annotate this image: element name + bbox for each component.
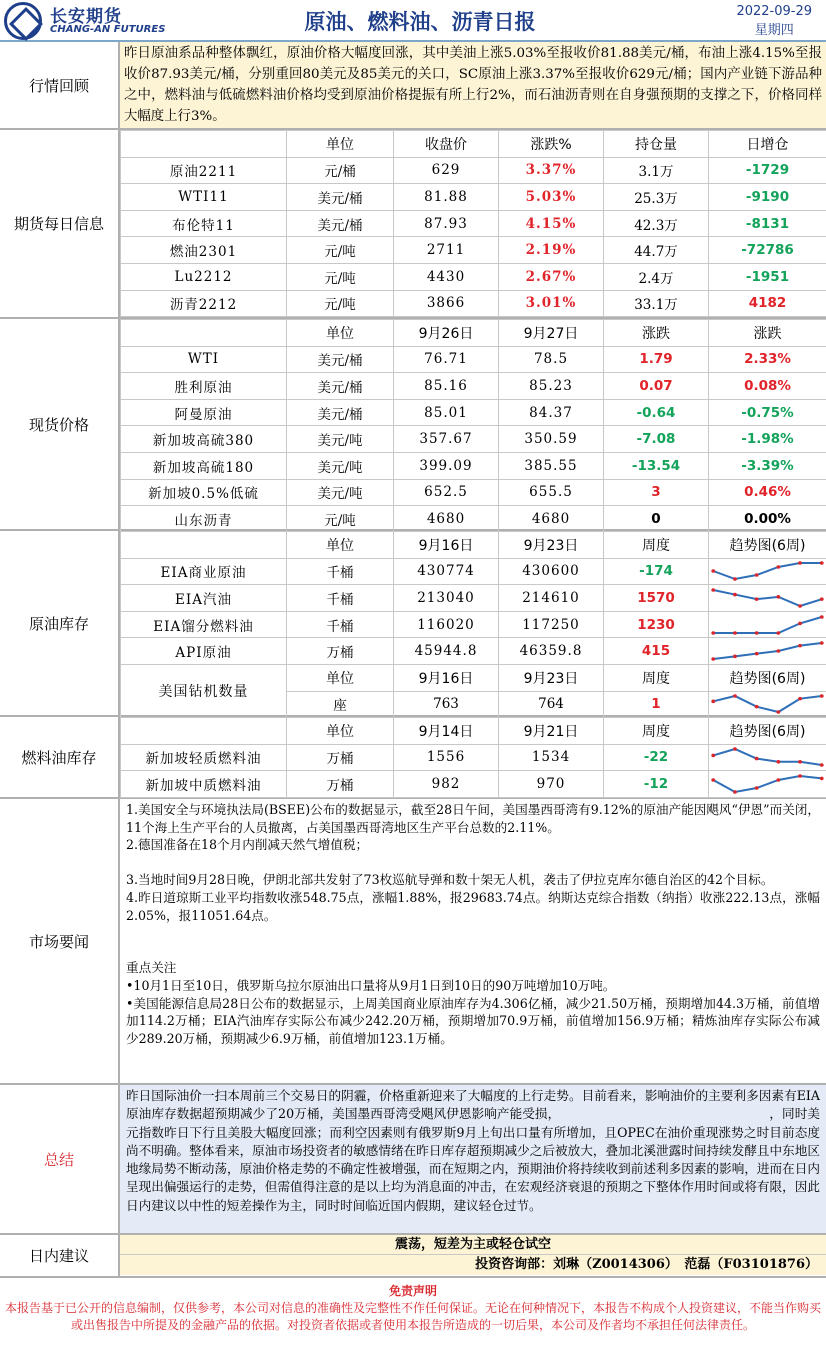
crude-trend-2-point-1	[733, 631, 737, 635]
market-review-text: 昨日原油系品种整体飘红，原油价格大幅度回涨，其中美油上涨5.03%至报收价81.88美元/桶，布油上涨4.15%至报收价87.93美元/桶，分别重回80美元及85美元的关口，SC原油上涨3.37%至报收价629元/桶；国内产业链下游品种之中，燃料油与低硫燃料油价格均受到原油价格提振有所上行2%，而石油沥青则在自身强预期的支撑之下，价格同样大幅度上行3%。	[120, 42, 826, 128]
spot-unit: 美元/桶	[287, 346, 394, 373]
futures-daily-increase: 4182	[709, 290, 826, 317]
crude-inventory-unit: 千桶	[287, 611, 394, 638]
fuel-header-date2: 9月21日	[499, 718, 604, 745]
futures-header-close: 收盘价	[394, 131, 499, 158]
crude-inventory-weekly-change: 1570	[604, 585, 709, 612]
futures-open-interest: 42.3万	[604, 210, 709, 237]
spot-date1-price: 85.16	[394, 373, 499, 400]
fuel-inventory-date1: 982	[394, 771, 499, 798]
fuel-trend-0-point-3	[776, 760, 780, 764]
market-news-item: 重点关注	[126, 960, 177, 976]
rigs-header-trend: 趋势图(6周)	[709, 664, 826, 691]
futures-close-price: 2711	[394, 237, 499, 264]
rigs-trend-svg	[709, 692, 826, 716]
crude-trend-2-point-5	[820, 615, 824, 619]
spot-product-name: 新加坡高硫380	[121, 426, 287, 453]
fuel-inventory-name: 新加坡中质燃料油	[121, 771, 287, 798]
futures-daily-increase: -1729	[709, 157, 826, 184]
futures-daily-increase: -9190	[709, 184, 826, 211]
spot-row	[121, 346, 826, 373]
crude-header-weekly: 周度	[604, 532, 709, 559]
rigs-weekly-change: 1	[604, 691, 709, 718]
rigs-header-weekly: 周度	[604, 664, 709, 691]
spot-product-name: 新加坡高硫180	[121, 452, 287, 479]
crude-inventory-date2: 46359.8	[499, 638, 604, 665]
spot-date1-price: 76.71	[394, 346, 499, 373]
fuel-inventory-date1: 1556	[394, 744, 499, 771]
crude-trend-1-point-0	[711, 588, 715, 592]
futures-unit: 元/桶	[287, 157, 394, 184]
crude-header-unit: 单位	[287, 532, 394, 559]
futures-contract-name: 原油2211	[121, 157, 287, 184]
spot-date2-price: 4680	[499, 506, 604, 533]
fuel-trend-0-point-4	[798, 760, 802, 764]
crude-inventory-row	[121, 585, 826, 612]
summary-section	[0, 1085, 826, 1235]
futures-header-change: 涨跌%	[499, 131, 604, 158]
futures-close-price: 87.93	[394, 210, 499, 237]
spot-date2-price: 85.23	[499, 373, 604, 400]
crude-inventory-date1: 45944.8	[394, 638, 499, 665]
crude-header-row	[121, 532, 826, 559]
crude-trend-1-svg	[709, 586, 826, 610]
advisors-text: 投资咨询部：刘琳（Z0014306） 范磊（F03101876）	[120, 1255, 826, 1275]
spot-change-pct: -1.98%	[709, 426, 826, 453]
report-header	[0, 0, 826, 42]
market-review-label: 行情回顾	[0, 42, 120, 128]
fuel-header-row	[121, 718, 826, 745]
rigs-trend-point-3	[776, 711, 780, 715]
futures-header-open-interest: 持仓量	[604, 131, 709, 158]
crude-trend-3-point-1	[733, 655, 737, 659]
rigs-trend-point-1	[733, 695, 737, 699]
intraday-advice-section	[0, 1235, 826, 1278]
crude-header-name	[121, 532, 287, 559]
crude-trend-0-point-4	[798, 562, 802, 566]
disclaimer-title: 免责声明	[388, 1284, 437, 1298]
fuel-trend-1-point-2	[755, 786, 759, 790]
spot-change-pct: 0.08%	[709, 373, 826, 400]
crude-trend-0-point-0	[711, 570, 715, 574]
crude-trend-3-point-2	[755, 652, 759, 656]
futures-contract-name: Lu2212	[121, 263, 287, 290]
disclaimer-text: 本报告基于已公开的信息编制，仅供参考，本公司对信息的准确性及完整性不作任何保证。无论在何种情况下，本报告不构成个人投资建议，不能当作购买或出售报告中所提及的金融产品的依据。对投资者依据或者使用本报告所造成的一切后果，本公司及作者均不承担任何法律责任。	[4, 1301, 821, 1332]
logo-english-name: CHANG-AN FUTURES	[50, 24, 166, 35]
market-news-item: 3.当地时间9月28日晚，伊朗北部共发射了73枚巡航导弹和数十架无人机，袭击了伊拉克库尔德自治区的42个目标。	[126, 872, 774, 888]
crude-trend-3-point-3	[776, 649, 780, 653]
spot-header-date1: 9月26日	[394, 320, 499, 347]
logo-chinese-name: 长安期货	[50, 7, 122, 27]
rigs-date2-value: 764	[499, 691, 604, 718]
crude-inventory-unit: 千桶	[287, 585, 394, 612]
crude-trend-3-point-4	[798, 644, 802, 648]
futures-row	[121, 210, 826, 237]
crude-inventory-weekly-change: 415	[604, 638, 709, 665]
fuel-header-unit: 单位	[287, 718, 394, 745]
spot-unit: 美元/吨	[287, 479, 394, 506]
futures-change-pct: 3.37%	[499, 157, 604, 184]
fuel-trend-0-point-0	[711, 754, 715, 758]
futures-contract-name: 燃油2301	[121, 237, 287, 264]
spot-label: 现货价格	[0, 319, 120, 529]
fuel-inventory-date2: 970	[499, 771, 604, 798]
fuel-inventory-weekly-change: -22	[604, 744, 709, 771]
futures-table	[120, 130, 826, 317]
futures-section	[0, 130, 826, 319]
crude-trend-0-svg	[709, 559, 826, 583]
rigs-header-date2: 9月23日	[499, 664, 604, 691]
crude-inventory-unit: 万桶	[287, 638, 394, 665]
spot-row	[121, 506, 826, 533]
crude-header-trend: 趋势图(6周)	[709, 532, 826, 559]
fuel-inventory-label: 燃料油库存	[0, 717, 120, 797]
fuel-header-date1: 9月14日	[394, 718, 499, 745]
crude-trend-1-point-2	[755, 597, 759, 601]
market-news-item	[126, 854, 820, 872]
market-news-label: 市场要闻	[0, 799, 120, 1083]
rigs-unit: 座	[287, 691, 394, 718]
futures-row	[121, 184, 826, 211]
spot-header-unit: 单位	[287, 320, 394, 347]
spot-product-name: 山东沥青	[121, 506, 287, 533]
spot-change: 0.07	[604, 373, 709, 400]
market-news-text	[120, 799, 826, 1049]
crude-inventory-date1: 430774	[394, 558, 499, 585]
spot-product-name: 新加坡0.5%低硫	[121, 479, 287, 506]
crude-inventory-row	[121, 638, 826, 665]
crude-inventory-name: EIA汽油	[121, 585, 287, 612]
fuel-inventory-section	[0, 717, 826, 799]
crude-inventory-trend-sparkline	[709, 638, 826, 665]
crude-inventory-row	[121, 611, 826, 638]
spot-row	[121, 426, 826, 453]
crude-inventory-trend-sparkline	[709, 585, 826, 612]
fuel-inventory-weekly-change: -12	[604, 771, 709, 798]
futures-open-interest: 44.7万	[604, 237, 709, 264]
market-news-item: 4.昨日道琼斯工业平均指数收涨548.75点，涨幅1.88%，报29683.74点。纳斯达克综合指数（纳指）收涨222.13点，涨幅2.05%，报11051.64点。	[126, 889, 820, 923]
rigs-header-unit: 单位	[287, 664, 394, 691]
spot-header-date2: 9月27日	[499, 320, 604, 347]
fuel-trend-1-point-4	[798, 774, 802, 778]
crude-inventory-date2: 214610	[499, 585, 604, 612]
crude-trend-3-line	[713, 643, 821, 659]
fuel-inventory-row	[121, 771, 826, 798]
fuel-trend-1-point-0	[711, 778, 715, 782]
market-news-item: 2.德国准备在18个月内削减天然气增值税；	[126, 837, 369, 853]
fuel-inventory-row	[121, 744, 826, 771]
spot-change: 1.79	[604, 346, 709, 373]
rigs-trend-point-4	[798, 697, 802, 701]
crude-trend-1-line	[713, 590, 821, 606]
crude-trend-2-point-2	[755, 631, 759, 635]
report-title: 原油、燃料油、沥青日报	[304, 10, 536, 34]
fuel-trend-0-point-1	[733, 748, 737, 752]
crude-inventory-date1: 213040	[394, 585, 499, 612]
spot-product-name: 胜利原油	[121, 373, 287, 400]
company-logo	[4, 2, 184, 40]
crude-inventory-trend-sparkline	[709, 611, 826, 638]
spot-change: -13.54	[604, 452, 709, 479]
crude-inventory-unit: 千桶	[287, 558, 394, 585]
futures-row	[121, 290, 826, 317]
crude-header-date2: 9月23日	[499, 532, 604, 559]
futures-contract-name: 沥青2212	[121, 290, 287, 317]
spot-unit: 美元/桶	[287, 373, 394, 400]
spot-date2-price: 350.59	[499, 426, 604, 453]
spot-change: -7.08	[604, 426, 709, 453]
spot-date2-price: 78.5	[499, 346, 604, 373]
spot-change-pct: 0.46%	[709, 479, 826, 506]
crude-trend-1-point-1	[733, 593, 737, 597]
market-news-item: •10月1日至10日，俄罗斯乌拉尔原油出口量将从9月1日到10日的90万吨增加10万吨。	[126, 977, 616, 993]
rigs-label: 美国钻机数量	[121, 664, 287, 717]
spot-change: -0.64	[604, 399, 709, 426]
market-news-item: •美国能源信息局28日公布的数据显示，上周美国商业原油库存为4.306亿桶，减少21.50万桶，预期增加44.3万桶，前值增加114.2万桶；EIA汽油库存实际公布减少242.20万桶，预期增加70.9万桶，前值增加156.9万桶；精炼油库存实际公布减少289.20万桶，预期减少6.9万桶，前值增加123.1万桶。	[126, 995, 820, 1046]
futures-unit: 元/吨	[287, 237, 394, 264]
spot-row	[121, 399, 826, 426]
spot-header-name	[121, 320, 287, 347]
rigs-header-row	[121, 664, 826, 691]
spot-header-row	[121, 320, 826, 347]
crude-inventory-table	[120, 531, 826, 718]
report-date	[736, 2, 812, 40]
rigs-date1-value: 763	[394, 691, 499, 718]
futures-change-pct: 2.67%	[499, 263, 604, 290]
crude-inventory-section	[0, 531, 826, 717]
futures-unit: 元/吨	[287, 263, 394, 290]
spot-header-change-pct: 涨跌	[709, 320, 826, 347]
fuel-inventory-unit: 万桶	[287, 744, 394, 771]
fuel-trend-1-svg	[709, 772, 826, 796]
crude-inventory-weekly-change: 1230	[604, 611, 709, 638]
logo-emblem-icon	[4, 2, 42, 40]
spot-change: 0	[604, 506, 709, 533]
spot-row	[121, 479, 826, 506]
crude-header-date1: 9月16日	[394, 532, 499, 559]
spot-date2-price: 84.37	[499, 399, 604, 426]
futures-unit: 美元/桶	[287, 184, 394, 211]
futures-header-name	[121, 131, 287, 158]
fuel-trend-0-svg	[709, 745, 826, 769]
crude-trend-1-point-4	[798, 604, 802, 608]
futures-contract-name: 布伦特11	[121, 210, 287, 237]
crude-inventory-label: 原油库存	[0, 531, 120, 715]
rigs-header-date1: 9月16日	[394, 664, 499, 691]
futures-row	[121, 237, 826, 264]
crude-trend-2-point-3	[776, 631, 780, 635]
market-news-item	[126, 942, 820, 960]
crude-trend-0-line	[713, 563, 821, 579]
futures-header-row	[121, 131, 826, 158]
spot-date1-price: 357.67	[394, 426, 499, 453]
crude-inventory-name: EIA馏分燃料油	[121, 611, 287, 638]
crude-inventory-date1: 116020	[394, 611, 499, 638]
futures-close-price: 81.88	[394, 184, 499, 211]
spot-unit: 美元/吨	[287, 452, 394, 479]
spot-unit: 美元/桶	[287, 399, 394, 426]
futures-unit: 美元/桶	[287, 210, 394, 237]
futures-header-daily-increase: 日增仓	[709, 131, 826, 158]
futures-unit: 元/吨	[287, 290, 394, 317]
spot-change-pct: -3.39%	[709, 452, 826, 479]
fuel-trend-0-point-5	[820, 764, 824, 768]
crude-inventory-date2: 117250	[499, 611, 604, 638]
spot-row	[121, 452, 826, 479]
crude-trend-0-point-3	[776, 566, 780, 570]
fuel-trend-1-point-1	[733, 790, 737, 794]
futures-close-price: 4430	[394, 263, 499, 290]
intraday-advice-label: 日内建议	[0, 1235, 120, 1276]
fuel-header-name	[121, 718, 287, 745]
market-review-section	[0, 42, 826, 130]
spot-date1-price: 399.09	[394, 452, 499, 479]
crude-trend-0-point-2	[755, 574, 759, 578]
spot-change-pct: -0.75%	[709, 399, 826, 426]
futures-open-interest: 25.3万	[604, 184, 709, 211]
futures-change-pct: 2.19%	[499, 237, 604, 264]
spot-row	[121, 373, 826, 400]
rigs-trend-point-2	[755, 705, 759, 709]
futures-daily-increase: -72786	[709, 237, 826, 264]
fuel-trend-1-line	[713, 776, 821, 792]
futures-label: 期货每日信息	[0, 130, 120, 317]
futures-close-price: 629	[394, 157, 499, 184]
spot-header-change: 涨跌	[604, 320, 709, 347]
futures-change-pct: 3.01%	[499, 290, 604, 317]
fuel-trend-1-point-3	[776, 778, 780, 782]
futures-row	[121, 263, 826, 290]
fuel-header-trend: 趋势图(6周)	[709, 718, 826, 745]
fuel-trend-0-line	[713, 749, 821, 765]
fuel-inventory-name: 新加坡轻质燃料油	[121, 744, 287, 771]
crude-inventory-name: EIA商业原油	[121, 558, 287, 585]
fuel-inventory-unit: 万桶	[287, 771, 394, 798]
market-news-item: 1.美国安全与环境执法局(BSEE)公布的数据显示，截至28日午间，美国墨西哥湾有9.12%的原油产能因飓风“伊恩”而关闭，11个海上生产平台的人员撤离，占美国墨西哥湾地区生产平台总数的2.11%。	[126, 802, 820, 835]
spot-change: 3	[604, 479, 709, 506]
crude-inventory-row	[121, 558, 826, 585]
spot-date1-price: 85.01	[394, 399, 499, 426]
fuel-trend-0-point-2	[755, 757, 759, 761]
futures-open-interest: 3.1万	[604, 157, 709, 184]
futures-contract-name: WTI11	[121, 184, 287, 211]
crude-inventory-name: API原油	[121, 638, 287, 665]
spot-change-pct: 2.33%	[709, 346, 826, 373]
rigs-trend-point-0	[711, 700, 715, 704]
spot-change-pct: 0.00%	[709, 506, 826, 533]
futures-change-pct: 4.15%	[499, 210, 604, 237]
spot-unit: 元/吨	[287, 506, 394, 533]
spot-table	[120, 319, 826, 533]
disclaimer	[0, 1282, 826, 1354]
market-news-item	[126, 924, 820, 942]
intraday-advice-text: 震荡，短差为主或轻仓试空	[120, 1235, 826, 1255]
crude-trend-2-line	[713, 617, 821, 633]
futures-open-interest: 33.1万	[604, 290, 709, 317]
futures-daily-increase: -1951	[709, 263, 826, 290]
summary-text: 昨日国际油价一扫本周前三个交易日的阴霾，价格重新迎来了大幅度的上行走势。目前看来，影响油价的主要利多因素有EIA原油库存数据超预期减少了20万桶，美国墨西哥湾受飓风伊恩影响产能受损， ，同时美元指数昨日下行且美股大幅度回涨；而利空因素则有俄罗斯9月上旬出口量有所增加，且OPEC在油价重现涨势之时目前态度尚不明确。整体看来，原油市场投资者的敏感情绪在昨日库存超预期减少之后被放大，叠加北溪泄露时间持续发酵且中东地区地缘局势不断动荡，原油价格走势的不确定性被增强，而在短期之内，预期油价将持续收到前述利多因素的影响，进而在日内呈现出偏强运行的走势，但需值得注意的是以上均为消息面的冲击，在宏观经济衰退的预期之下整体作用时间或将有限，因此日内建议以中性的短差操作为主，同时时间临近国内假期，建议轻仓过节。	[120, 1085, 826, 1233]
fuel-trend-1-point-5	[820, 777, 824, 781]
fuel-inventory-table	[120, 717, 826, 798]
fuel-inventory-trend-sparkline	[709, 744, 826, 771]
crude-trend-0-point-5	[820, 562, 824, 566]
summary-label: 总结	[0, 1085, 120, 1233]
rigs-trend-line	[713, 696, 821, 712]
report-date-value: 2022-09-29	[736, 4, 812, 19]
crude-inventory-trend-sparkline	[709, 558, 826, 585]
fuel-header-weekly: 周度	[604, 718, 709, 745]
fuel-inventory-trend-sparkline	[709, 771, 826, 798]
crude-trend-2-point-4	[798, 621, 802, 625]
crude-trend-3-svg	[709, 639, 826, 663]
rigs-trend-point-5	[820, 695, 824, 699]
crude-trend-0-point-1	[733, 578, 737, 582]
spot-date1-price: 652.5	[394, 479, 499, 506]
fuel-inventory-date2: 1534	[499, 744, 604, 771]
spot-date2-price: 655.5	[499, 479, 604, 506]
spot-unit: 美元/吨	[287, 426, 394, 453]
spot-product-name: WTI	[121, 346, 287, 373]
crude-trend-1-point-5	[820, 597, 824, 601]
futures-open-interest: 2.4万	[604, 263, 709, 290]
spot-date2-price: 385.55	[499, 452, 604, 479]
crude-trend-2-point-0	[711, 631, 715, 635]
crude-inventory-date2: 430600	[499, 558, 604, 585]
spot-section	[0, 319, 826, 531]
futures-change-pct: 5.03%	[499, 184, 604, 211]
rigs-trend-sparkline	[709, 691, 826, 718]
futures-row	[121, 157, 826, 184]
crude-trend-3-point-5	[820, 641, 824, 645]
crude-trend-1-point-3	[776, 595, 780, 599]
report-weekday: 星期四	[754, 23, 794, 38]
crude-inventory-weekly-change: -174	[604, 558, 709, 585]
futures-daily-increase: -8131	[709, 210, 826, 237]
crude-trend-3-point-0	[711, 657, 715, 661]
market-news-section	[0, 799, 826, 1085]
spot-product-name: 阿曼原油	[121, 399, 287, 426]
futures-header-unit: 单位	[287, 131, 394, 158]
futures-close-price: 3866	[394, 290, 499, 317]
crude-trend-2-svg	[709, 613, 826, 637]
spot-date1-price: 4680	[394, 506, 499, 533]
